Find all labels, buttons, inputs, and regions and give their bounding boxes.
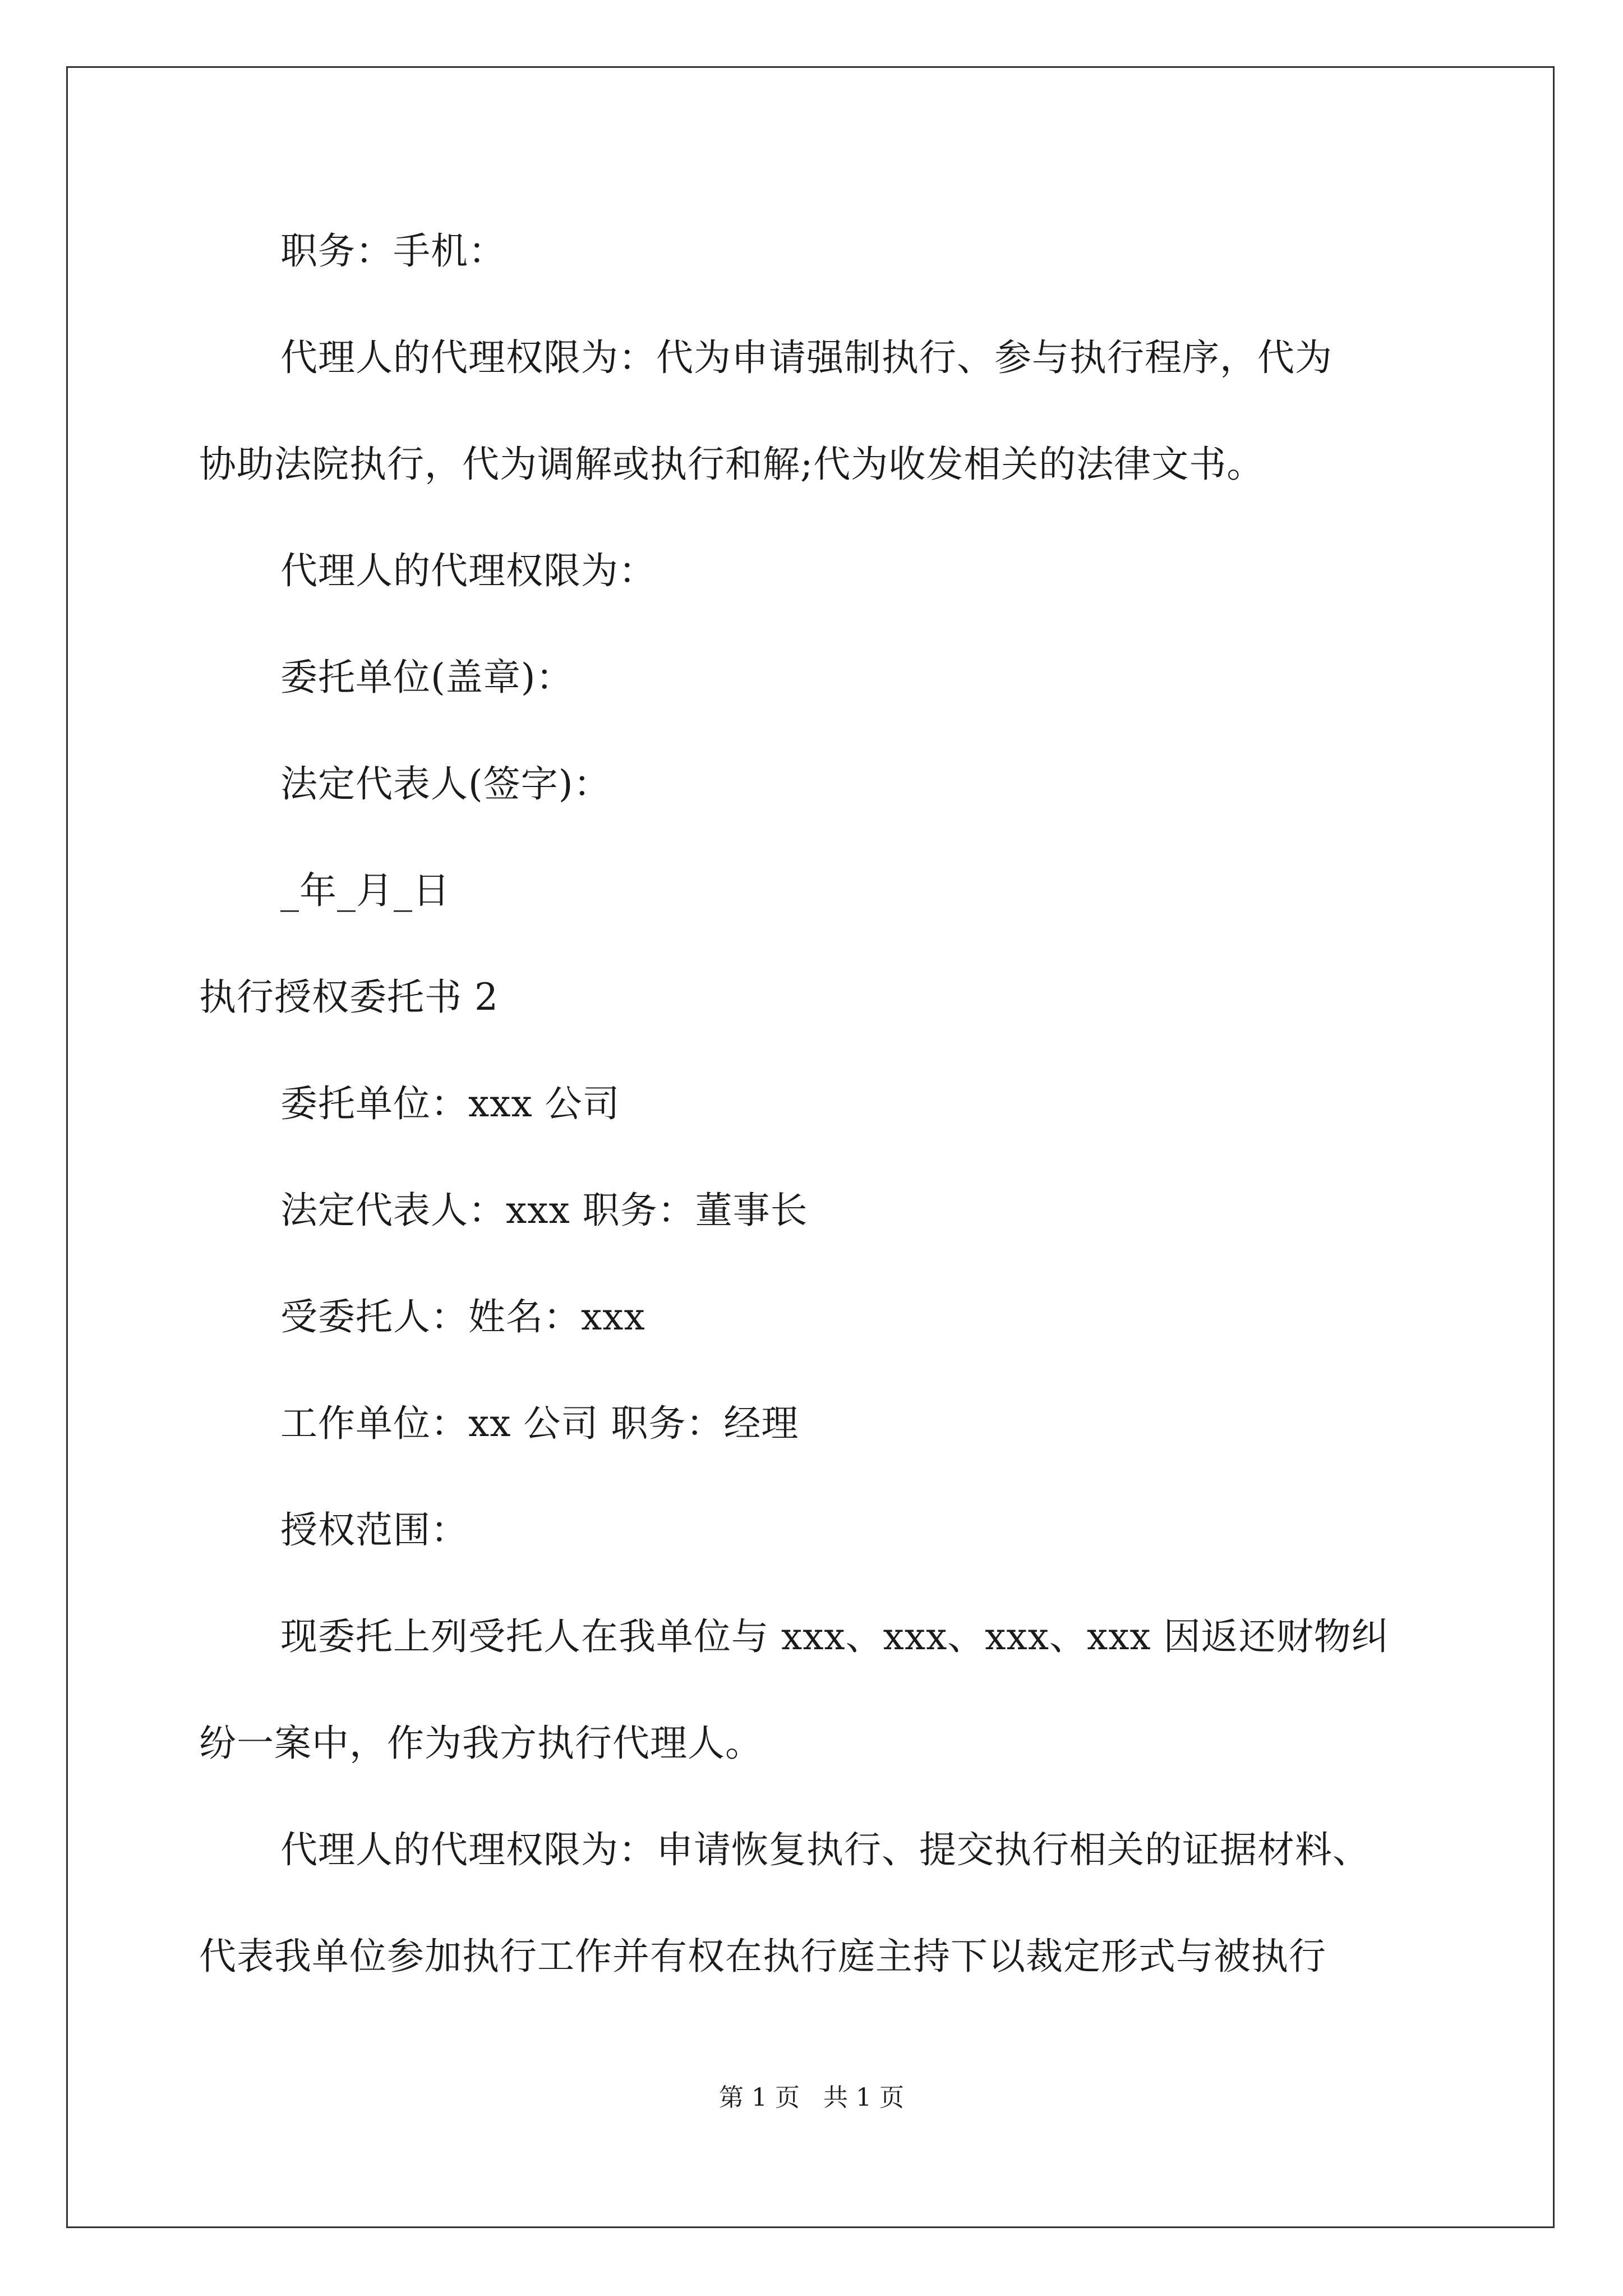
paragraph-10: 法定代表人：xxx 职务：董事长 — [280, 1189, 808, 1232]
paragraph-1: 职务：手机： — [280, 229, 506, 273]
paragraph-5: 委托单位(盖章)： — [280, 656, 574, 699]
page-border — [66, 66, 1555, 2228]
page-footer: 第 1 页 共 1 页 — [719, 2083, 904, 2112]
paragraph-2: 代理人的代理权限为：代为申请强制执行、参与执行程序，代为 — [280, 336, 1332, 379]
paragraph-11: 受委托人：姓名：xxx — [280, 1295, 645, 1338]
paragraph-14: 现委托上列受托人在我单位与 xxx、xxx、xxx、xxx 因返还财物纠 — [280, 1615, 1389, 1658]
section-heading: 执行授权委托书 2 — [199, 976, 499, 1019]
paragraph-3: 协助法院执行，代为调解或执行和解;代为收发相关的法律文书。 — [199, 443, 1265, 486]
paragraph-17: 代表我单位参加执行工作并有权在执行庭主持下以裁定形式与被执行 — [199, 1935, 1326, 1978]
paragraph-16: 代理人的代理权限为：申请恢复执行、提交执行相关的证据材料、 — [280, 1828, 1370, 1871]
paragraph-15: 纷一案中，作为我方执行代理人。 — [199, 1722, 763, 1765]
paragraph-13: 授权范围： — [280, 1508, 468, 1552]
paragraph-6: 法定代表人(签字)： — [280, 762, 611, 806]
paragraph-4: 代理人的代理权限为： — [280, 549, 656, 592]
paragraph-7: _年_月_日 — [280, 869, 450, 912]
paragraph-9: 委托单位：xxx 公司 — [280, 1082, 620, 1125]
paragraph-12: 工作单位：xx 公司 职务：经理 — [280, 1402, 799, 1445]
